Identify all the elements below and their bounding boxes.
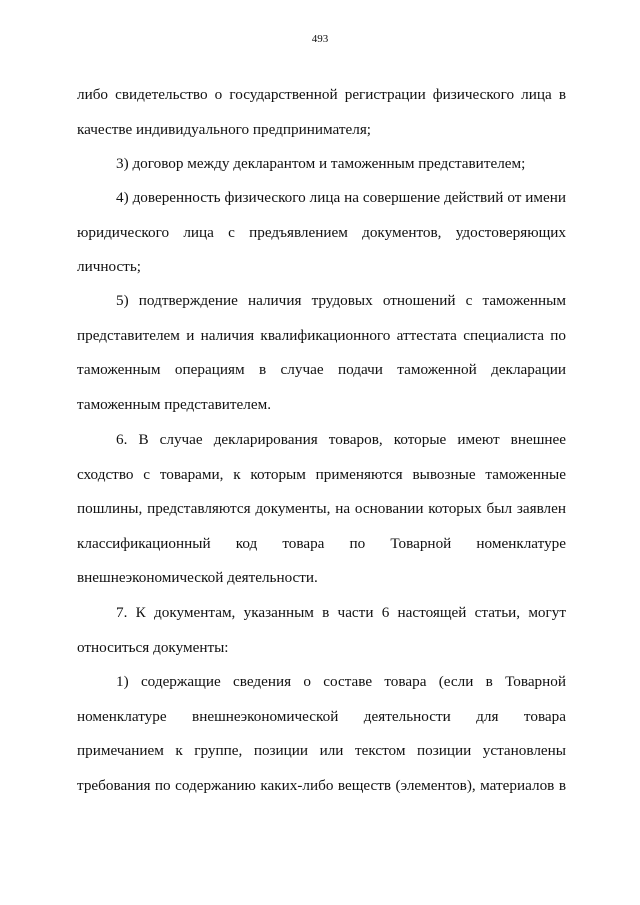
paragraph-item-4: 4) доверенность физического лица на совершение действий от имени юридического лица с предъявлением документов, удостоверяющих личность;	[77, 189, 566, 275]
paragraph-item-3: 3) договор между декларантом и таможенным представителем;	[116, 155, 526, 172]
paragraph-part-6: 6. В случае декларирования товаров, которые имеют внешнее сходство с товарами, к которым применяются вывозные таможенные пошлины, представляются документы, на основании которых был заявлен классификационный код товара по Товарной номенклатуре внешнеэкономической деятельности.	[77, 431, 566, 586]
paragraph-part-7-item-1: 1) содержащие сведения о составе товара (если в Товарной номенклатуре внешнеэкономической деятельности для товара примечанием к группе, позиции или текстом позиции установлены требования по содержанию каких-либо веществ (элементов), материалов в	[77, 673, 566, 794]
paragraph-continuation: либо свидетельство о государственной регистрации физического лица в качестве индивидуального предпринимателя;	[77, 86, 566, 138]
paragraph-item-5: 5) подтверждение наличия трудовых отношений с таможенным представителем и наличия квалификационного аттестата специалиста по таможенным операциям в случае подачи таможенной декларации таможенным представителем.	[77, 292, 566, 413]
page-number: 493	[311, 33, 329, 45]
paragraph-part-7: 7. К документам, указанным в части 6 настоящей статьи, могут относиться документы:	[77, 604, 566, 656]
